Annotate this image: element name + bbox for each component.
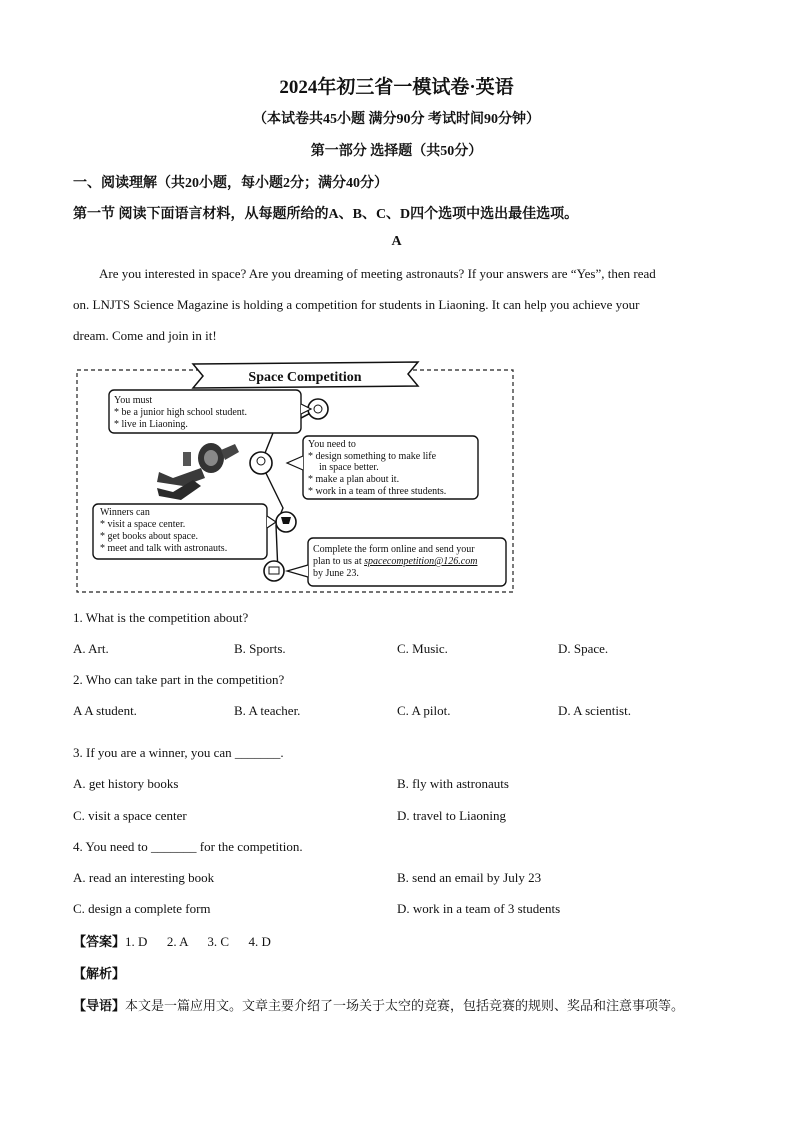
need-item-1: * design something to make life bbox=[308, 451, 437, 462]
need-heading: You need to bbox=[308, 439, 356, 450]
winners-item-1: * visit a space center. bbox=[100, 519, 186, 530]
astronaut-icon bbox=[157, 443, 239, 500]
winners-item-3: * meet and talk with astronauts. bbox=[100, 543, 228, 554]
form-icon bbox=[264, 561, 284, 581]
passage-line-1: Are you interested in space? Are you dreaming of meeting astronauts? If your answers are “Yes”, then read bbox=[99, 266, 656, 281]
poster-title: Space Competition bbox=[248, 370, 362, 385]
must-item-1: * be a junior high school student. bbox=[114, 407, 248, 418]
question-1: 1. What is the competition about? bbox=[73, 610, 249, 625]
page-title: 2024年初三省一模试卷·英语 bbox=[279, 77, 514, 98]
must-item-2: * live in Liaoning. bbox=[114, 419, 188, 430]
question-2: 2. Who can take part in the competition? bbox=[73, 672, 285, 687]
q3-option-d: D. travel to Liaoning bbox=[397, 808, 507, 823]
passage-line-2: on. LNJTS Science Magazine is holding a competition for students in Liaoning. It can help you achieve your bbox=[73, 297, 640, 312]
form-line-2: plan to us at spacecompetition@126.com bbox=[313, 556, 478, 567]
question-4: 4. You need to _______ for the competition. bbox=[73, 839, 303, 854]
exam-info: （本试卷共45小题 满分90分 考试时间90分钟） bbox=[253, 112, 540, 127]
answer-text: 1. D 2. A 3. C 4. D bbox=[125, 934, 271, 949]
q3-option-b: B. fly with astronauts bbox=[397, 776, 509, 791]
q2-option-d: D. A scientist. bbox=[558, 703, 631, 718]
answer-line bbox=[73, 931, 271, 950]
q1-option-d: D. Space. bbox=[558, 641, 609, 656]
q4-option-b: B. send an email by July 23 bbox=[397, 870, 542, 885]
space-competition-poster bbox=[73, 360, 519, 596]
q1-option-a: A. Art. bbox=[73, 641, 109, 656]
guide-line bbox=[73, 995, 684, 1014]
q3-option-a: A. get history books bbox=[73, 776, 179, 791]
part-heading: 第一部分 选择题（共50分） bbox=[310, 144, 483, 159]
winners-item-2: * get books about space. bbox=[100, 531, 199, 542]
question-3: 3. If you are a winner, you can _______. bbox=[73, 745, 284, 760]
section-heading: 一、阅读理解（共20小题，每小题2分；满分40分） bbox=[73, 176, 388, 191]
form-line-3: by June 23. bbox=[313, 568, 359, 579]
guide-label: 【导语】 bbox=[73, 998, 126, 1013]
instruction-text: 第一节 阅读下面语言材料，从每题所给的A、B、C、D四个选项中选出最佳选项。 bbox=[73, 207, 579, 222]
q2-option-a: A A student. bbox=[73, 703, 137, 718]
q4-option-c: C. design a complete form bbox=[73, 901, 211, 916]
lightbulb-icon bbox=[250, 452, 272, 474]
passage-letter: A bbox=[391, 234, 402, 249]
q1-option-b: B. Sports. bbox=[234, 641, 286, 656]
need-item-1b: in space better. bbox=[319, 462, 379, 473]
form-line-1: Complete the form online and send your bbox=[313, 544, 475, 555]
must-heading: You must bbox=[114, 395, 153, 406]
q1-option-c: C. Music. bbox=[397, 641, 448, 656]
q2-option-b: B. A teacher. bbox=[234, 703, 301, 718]
email-link: spacecompetition@126.com bbox=[364, 556, 478, 567]
q4-option-a: A. read an interesting book bbox=[73, 870, 215, 885]
need-item-3: * work in a team of three students. bbox=[308, 486, 447, 497]
answer-label: 【答案】 bbox=[73, 934, 126, 949]
passage-line-3: dream. Come and join in it! bbox=[73, 328, 217, 343]
analysis-line bbox=[73, 963, 125, 982]
guide-text: 本文是一篇应用文。文章主要介绍了一场关于太空的竞赛，包括竞赛的规则、奖品和注意事项等。 bbox=[125, 998, 685, 1013]
analysis-label: 【解析】 bbox=[73, 966, 126, 981]
winners-heading: Winners can bbox=[100, 507, 150, 518]
need-item-2: * make a plan about it. bbox=[308, 474, 400, 485]
q3-option-c: C. visit a space center bbox=[73, 808, 187, 823]
q4-option-d: D. work in a team of 3 students bbox=[397, 901, 561, 916]
q2-option-c: C. A pilot. bbox=[397, 703, 451, 718]
